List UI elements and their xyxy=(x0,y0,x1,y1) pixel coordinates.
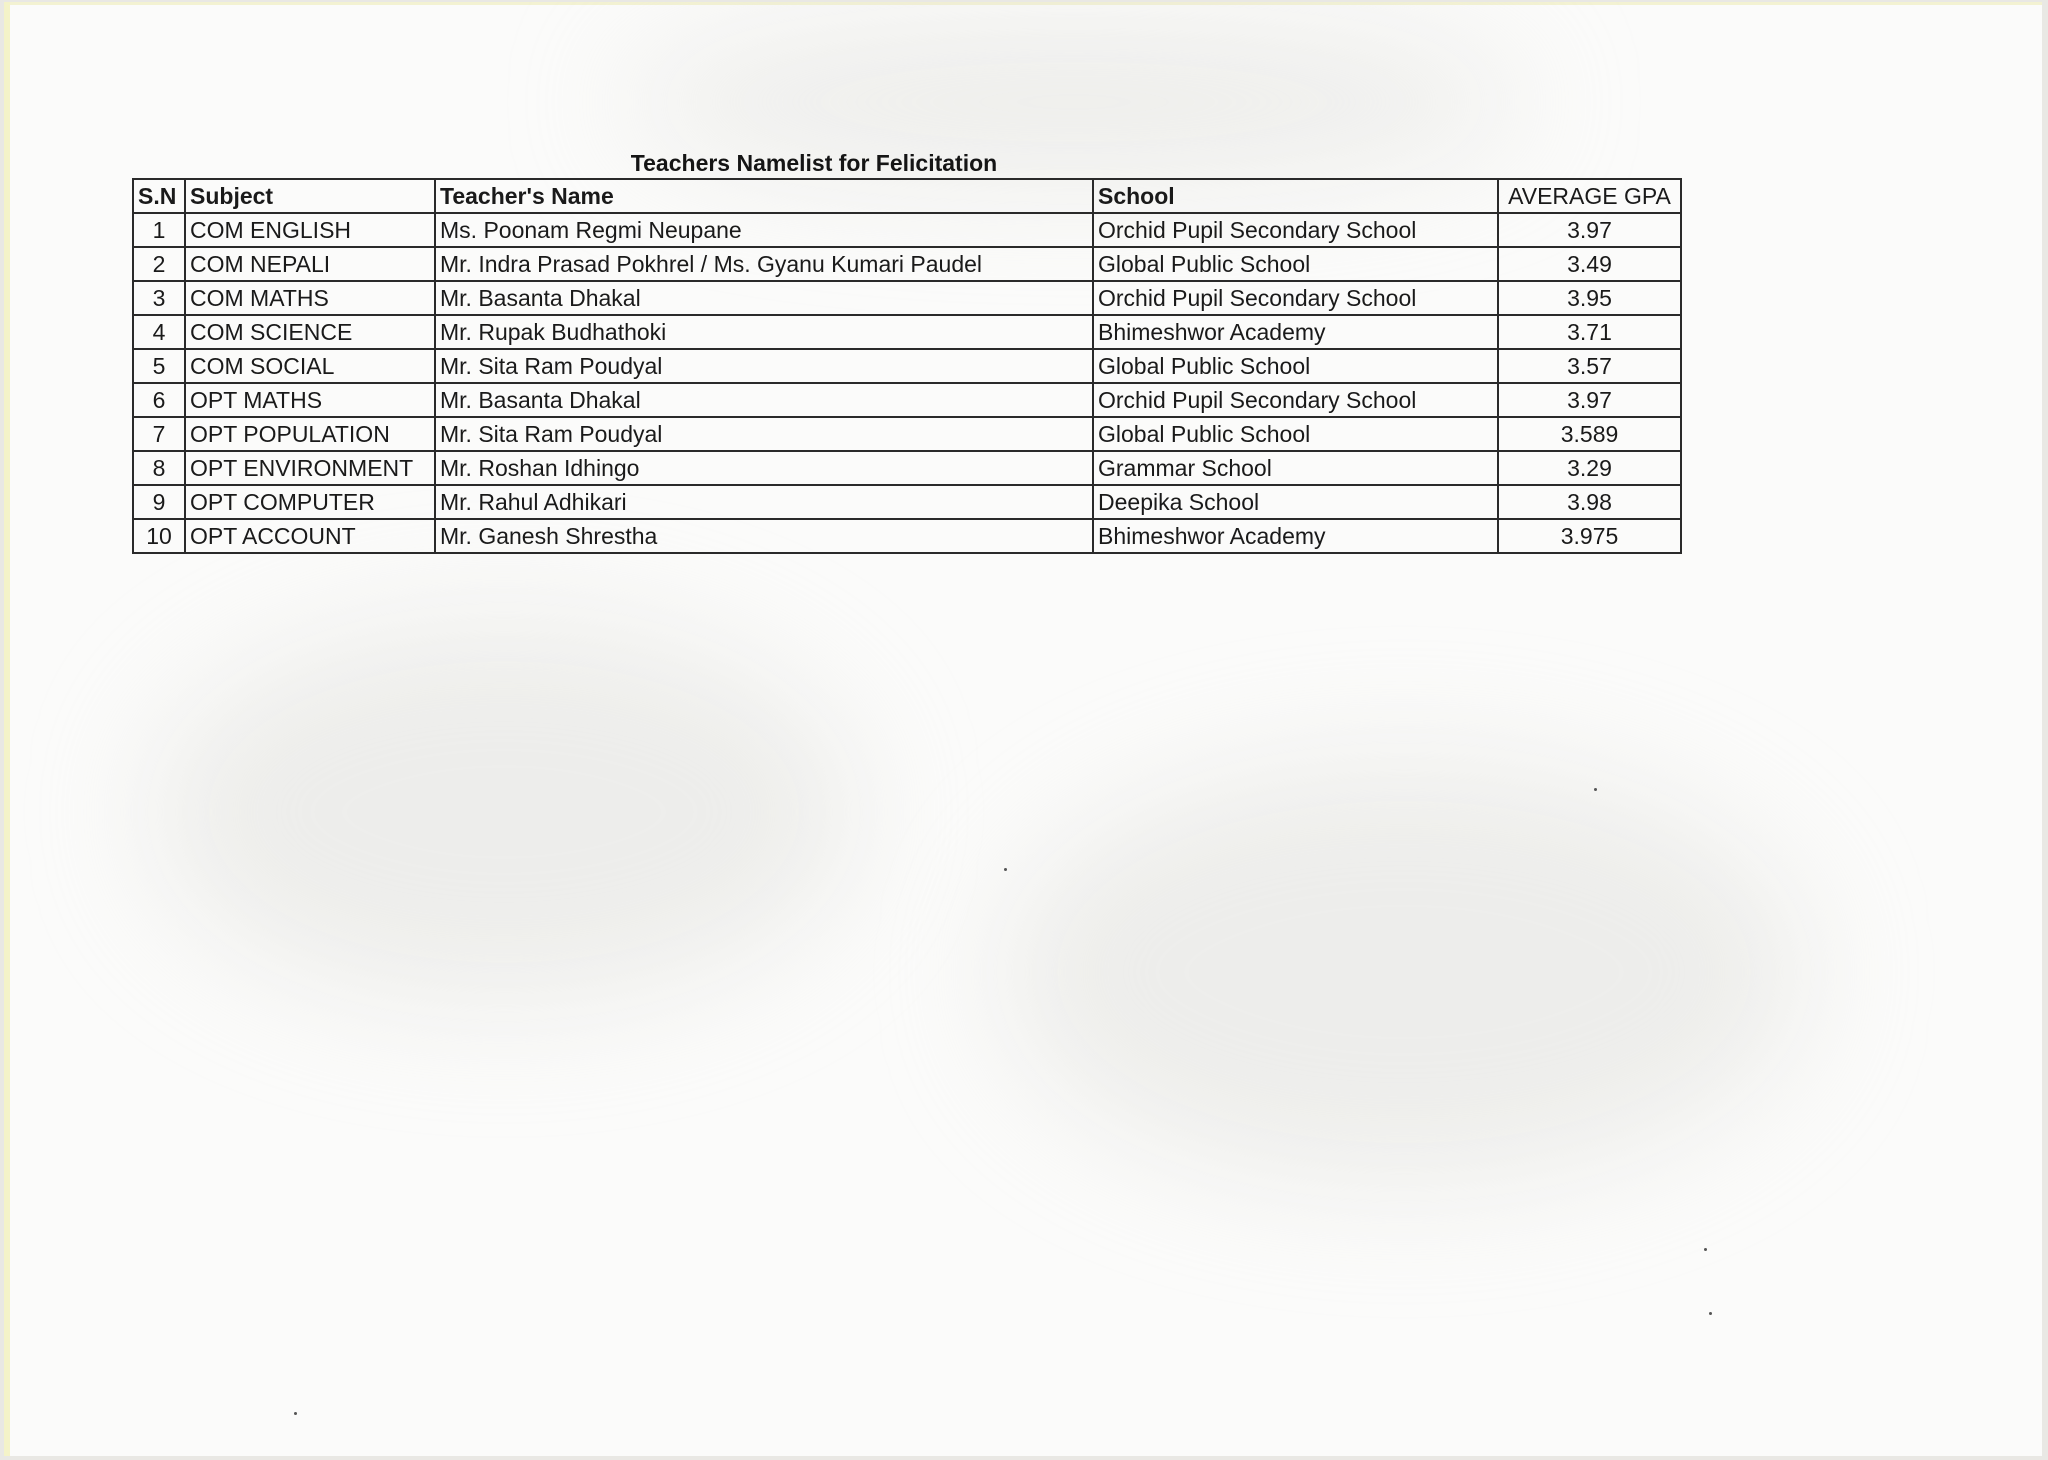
cell-sn: 4 xyxy=(133,315,185,349)
cell-gpa: 3.49 xyxy=(1498,247,1681,281)
table-row xyxy=(133,451,1681,485)
cell-sn: 10 xyxy=(133,519,185,553)
paper-speck xyxy=(1594,788,1597,791)
cell-subject: OPT MATHS xyxy=(185,383,435,417)
paper-speck xyxy=(1709,1312,1712,1315)
cell-gpa: 3.71 xyxy=(1498,315,1681,349)
table-row xyxy=(133,349,1681,383)
table-row xyxy=(133,281,1681,315)
cell-teacher: Ms. Poonam Regmi Neupane xyxy=(435,213,1093,247)
cell-school: Deepika School xyxy=(1093,485,1498,519)
paper-speck xyxy=(1704,1248,1707,1251)
cell-gpa: 3.95 xyxy=(1498,281,1681,315)
cell-gpa: 3.589 xyxy=(1498,417,1681,451)
table-row xyxy=(133,383,1681,417)
cell-sn: 5 xyxy=(133,349,185,383)
cell-gpa: 3.29 xyxy=(1498,451,1681,485)
cell-sn: 2 xyxy=(133,247,185,281)
cell-sn: 9 xyxy=(133,485,185,519)
paper-speck xyxy=(294,1412,297,1415)
cell-subject: COM SCIENCE xyxy=(185,315,435,349)
cell-teacher: Mr. Roshan Idhingo xyxy=(435,451,1093,485)
cell-teacher: Mr. Sita Ram Poudyal xyxy=(435,417,1093,451)
cell-gpa: 3.97 xyxy=(1498,383,1681,417)
cell-teacher: Mr. Sita Ram Poudyal xyxy=(435,349,1093,383)
cell-subject: COM ENGLISH xyxy=(185,213,435,247)
page-title: Teachers Namelist for Felicitation xyxy=(630,150,998,176)
paper-sheet xyxy=(4,2,2042,1456)
cell-school: Orchid Pupil Secondary School xyxy=(1093,383,1498,417)
cell-subject: OPT ENVIRONMENT xyxy=(185,451,435,485)
cell-sn: 8 xyxy=(133,451,185,485)
paper-shadow xyxy=(154,622,854,1002)
cell-school: Orchid Pupil Secondary School xyxy=(1093,281,1498,315)
cell-school: Global Public School xyxy=(1093,349,1498,383)
cell-subject: COM SOCIAL xyxy=(185,349,435,383)
cell-school: Grammar School xyxy=(1093,451,1498,485)
cell-teacher: Mr. Basanta Dhakal xyxy=(435,281,1093,315)
cell-subject: COM MATHS xyxy=(185,281,435,315)
cell-teacher: Mr. Rupak Budhathoki xyxy=(435,315,1093,349)
cell-teacher: Mr. Ganesh Shrestha xyxy=(435,519,1093,553)
cell-school: Global Public School xyxy=(1093,417,1498,451)
cell-sn: 1 xyxy=(133,213,185,247)
cell-teacher: Mr. Basanta Dhakal xyxy=(435,383,1093,417)
header-subject: Subject xyxy=(185,179,435,213)
cell-school: Global Public School xyxy=(1093,247,1498,281)
header-gpa: AVERAGE GPA xyxy=(1498,179,1681,213)
cell-teacher: Mr. Rahul Adhikari xyxy=(435,485,1093,519)
cell-gpa: 3.975 xyxy=(1498,519,1681,553)
cell-sn: 7 xyxy=(133,417,185,451)
table-row xyxy=(133,213,1681,247)
cell-sn: 3 xyxy=(133,281,185,315)
cell-subject: OPT COMPUTER xyxy=(185,485,435,519)
cell-gpa: 3.98 xyxy=(1498,485,1681,519)
table-row xyxy=(133,519,1681,553)
table-row xyxy=(133,315,1681,349)
cell-teacher: Mr. Indra Prasad Pokhrel / Ms. Gyanu Kumari Paudel xyxy=(435,247,1093,281)
cell-school: Bhimeshwor Academy xyxy=(1093,519,1498,553)
cell-subject: OPT ACCOUNT xyxy=(185,519,435,553)
cell-gpa: 3.57 xyxy=(1498,349,1681,383)
cell-subject: OPT POPULATION xyxy=(185,417,435,451)
cell-gpa: 3.97 xyxy=(1498,213,1681,247)
cell-sn: 6 xyxy=(133,383,185,417)
table-row xyxy=(133,485,1681,519)
header-school: School xyxy=(1093,179,1498,213)
header-teacher: Teacher's Name xyxy=(435,179,1093,213)
cell-school: Orchid Pupil Secondary School xyxy=(1093,213,1498,247)
teachers-table xyxy=(132,178,1682,554)
table-row xyxy=(133,417,1681,451)
paper-shadow xyxy=(1004,762,1804,1182)
paper-speck xyxy=(1004,868,1007,871)
table-header-row xyxy=(133,179,1681,213)
header-sn: S.N xyxy=(133,179,185,213)
cell-school: Bhimeshwor Academy xyxy=(1093,315,1498,349)
table-row xyxy=(133,247,1681,281)
cell-subject: COM NEPALI xyxy=(185,247,435,281)
